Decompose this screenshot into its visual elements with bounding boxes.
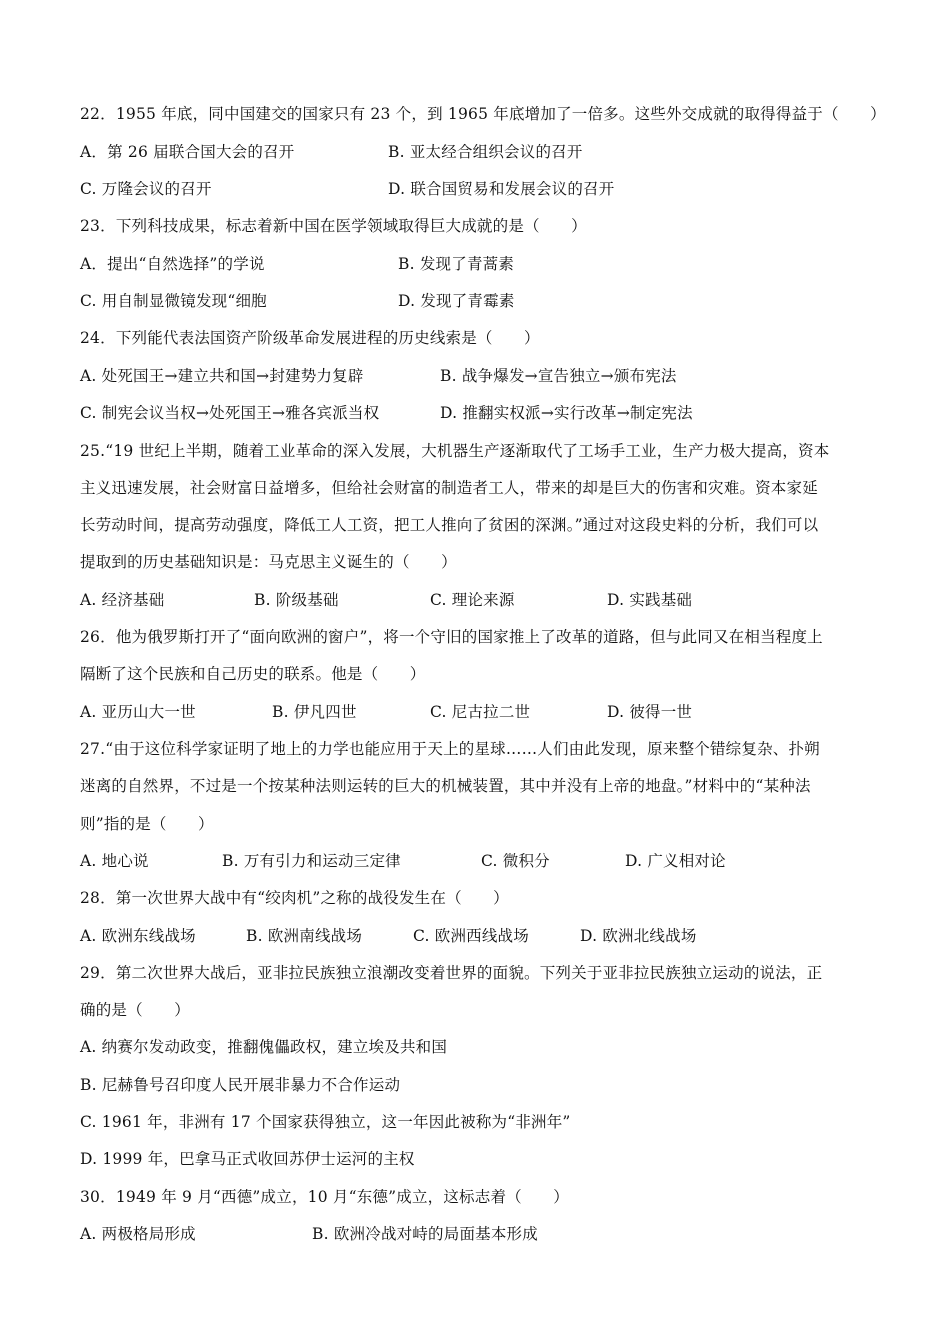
question-24-option-d: D. 推翻实权派→实行改革→制定宪法 [440,404,693,422]
question-29-option-a: A. 纳赛尔发动政变，推翻傀儡政权，建立埃及共和国 [80,1038,448,1056]
question-23-option-b: B. 发现了青蒿素 [398,255,515,273]
question-29-stem-line-2: 确的是（ ） [80,1001,190,1019]
question-22-stem: 22．1955 年底，同中国建交的国家只有 23 个，到 1965 年底增加了一倍多。这些外交成就的取得得益于（ ） [80,105,886,123]
question-27-stem-line-2: 迷离的自然界，不过是一个按某种法则运转的巨大的机械装置，其中并没有上帝的地盘。”材料中的“某种法 [80,777,811,795]
question-27-option-c: C. 微积分 [481,852,550,870]
question-28-option-d: D. 欧洲北线战场 [580,927,697,945]
question-24-option-b: B. 战争爆发→宣告独立→颁布宪法 [440,367,677,385]
question-28-option-c: C. 欧洲西线战场 [413,927,529,945]
question-30-option-b: B. 欧洲冷战对峙的局面基本形成 [312,1225,538,1243]
question-29-option-c: C. 1961 年，非洲有 17 个国家获得独立，这一年因此被称为“非洲年” [80,1113,571,1131]
question-25-stem-line-2: 主义迅速发展，社会财富日益增多，但给社会财富的制造者工人，带来的却是巨大的伤害和灾难。资本家延 [80,479,818,497]
question-27-stem-line-1: 27.“由于这位科学家证明了地上的力学也能应用于天上的星球……人们由此发现，原来整个错综复杂、扑朔 [80,740,820,758]
question-25-option-a: A. 经济基础 [80,591,165,609]
question-26-stem-line-1: 26．他为俄罗斯打开了“面向欧洲的窗户”，将一个守旧的国家推上了改革的道路，但与此同又在相当程度上 [80,628,823,646]
question-26-stem-line-2: 隔断了这个民族和自己历史的联系。他是（ ） [80,665,426,683]
question-28-stem: 28．第一次世界大战中有“绞肉机”之称的战役发生在（ ） [80,889,509,907]
question-27-option-d: D. 广义相对论 [625,852,726,870]
question-25-option-c: C. 理论来源 [430,591,515,609]
question-30-option-a: A. 两极格局形成 [80,1225,196,1243]
question-25-stem-line-3: 长劳动时间，提高劳动强度，降低工人工资，把工人推向了贫困的深渊。”通过对这段史料的分析，我们可以 [80,516,819,534]
question-22-option-c: C. 万隆会议的召开 [80,180,212,198]
question-22-option-d: D. 联合国贸易和发展会议的召开 [388,180,615,198]
question-29-option-d: D. 1999 年，巴拿马正式收回苏伊士运河的主权 [80,1150,415,1168]
question-25-option-d: D. 实践基础 [607,591,693,609]
question-28-option-b: B. 欧洲南线战场 [246,927,363,945]
question-24-option-c: C. 制宪会议当权→处死国王→雅各宾派当权 [80,404,380,422]
question-22-option-b: B. 亚太经合组织会议的召开 [388,143,583,161]
question-26-option-d: D. 彼得一世 [607,703,693,721]
question-24-stem: 24．下列能代表法国资产阶级革命发展进程的历史线索是（ ） [80,329,540,347]
question-25-option-b: B. 阶级基础 [254,591,339,609]
question-29-option-b: B. 尼赫鲁号召印度人民开展非暴力不合作运动 [80,1076,401,1094]
question-23-option-c: C. 用自制显微镜发现“细胞 [80,292,267,310]
question-25-stem-line-4: 提取到的历史基础知识是：马克思主义诞生的（ ） [80,553,457,571]
question-23-option-a: A．提出“自然选择”的学说 [80,255,265,273]
question-23-stem: 23．下列科技成果，标志着新中国在医学领域取得巨大成就的是（ ） [80,217,587,235]
question-22-option-a: A．第 26 届联合国大会的召开 [80,143,295,161]
question-27-option-b: B. 万有引力和运动三定律 [222,852,401,870]
question-26-option-c: C. 尼古拉二世 [430,703,531,721]
question-30-stem: 30．1949 年 9 月“西德”成立，10 月“东德”成立，这标志着（ ） [80,1188,569,1206]
question-29-stem-line-1: 29．第二次世界大战后，亚非拉民族独立浪潮改变着世界的面貌。下列关于亚非拉民族独立运动的说法，正 [80,964,823,982]
question-27-option-a: A. 地心说 [80,852,149,870]
question-23-option-d: D. 发现了青霉素 [398,292,515,310]
question-25-stem-line-1: 25.“19 世纪上半期，随着工业革命的深入发展，大机器生产逐渐取代了工场手工业，生产力极大提高，资本 [80,442,830,460]
question-26-option-b: B. 伊凡四世 [272,703,357,721]
question-27-stem-line-3: 则”指的是（ ） [80,815,214,833]
question-24-option-a: A. 处死国王→建立共和国→封建势力复辟 [80,367,364,385]
question-26-option-a: A. 亚历山大一世 [80,703,196,721]
question-28-option-a: A. 欧洲东线战场 [80,927,196,945]
